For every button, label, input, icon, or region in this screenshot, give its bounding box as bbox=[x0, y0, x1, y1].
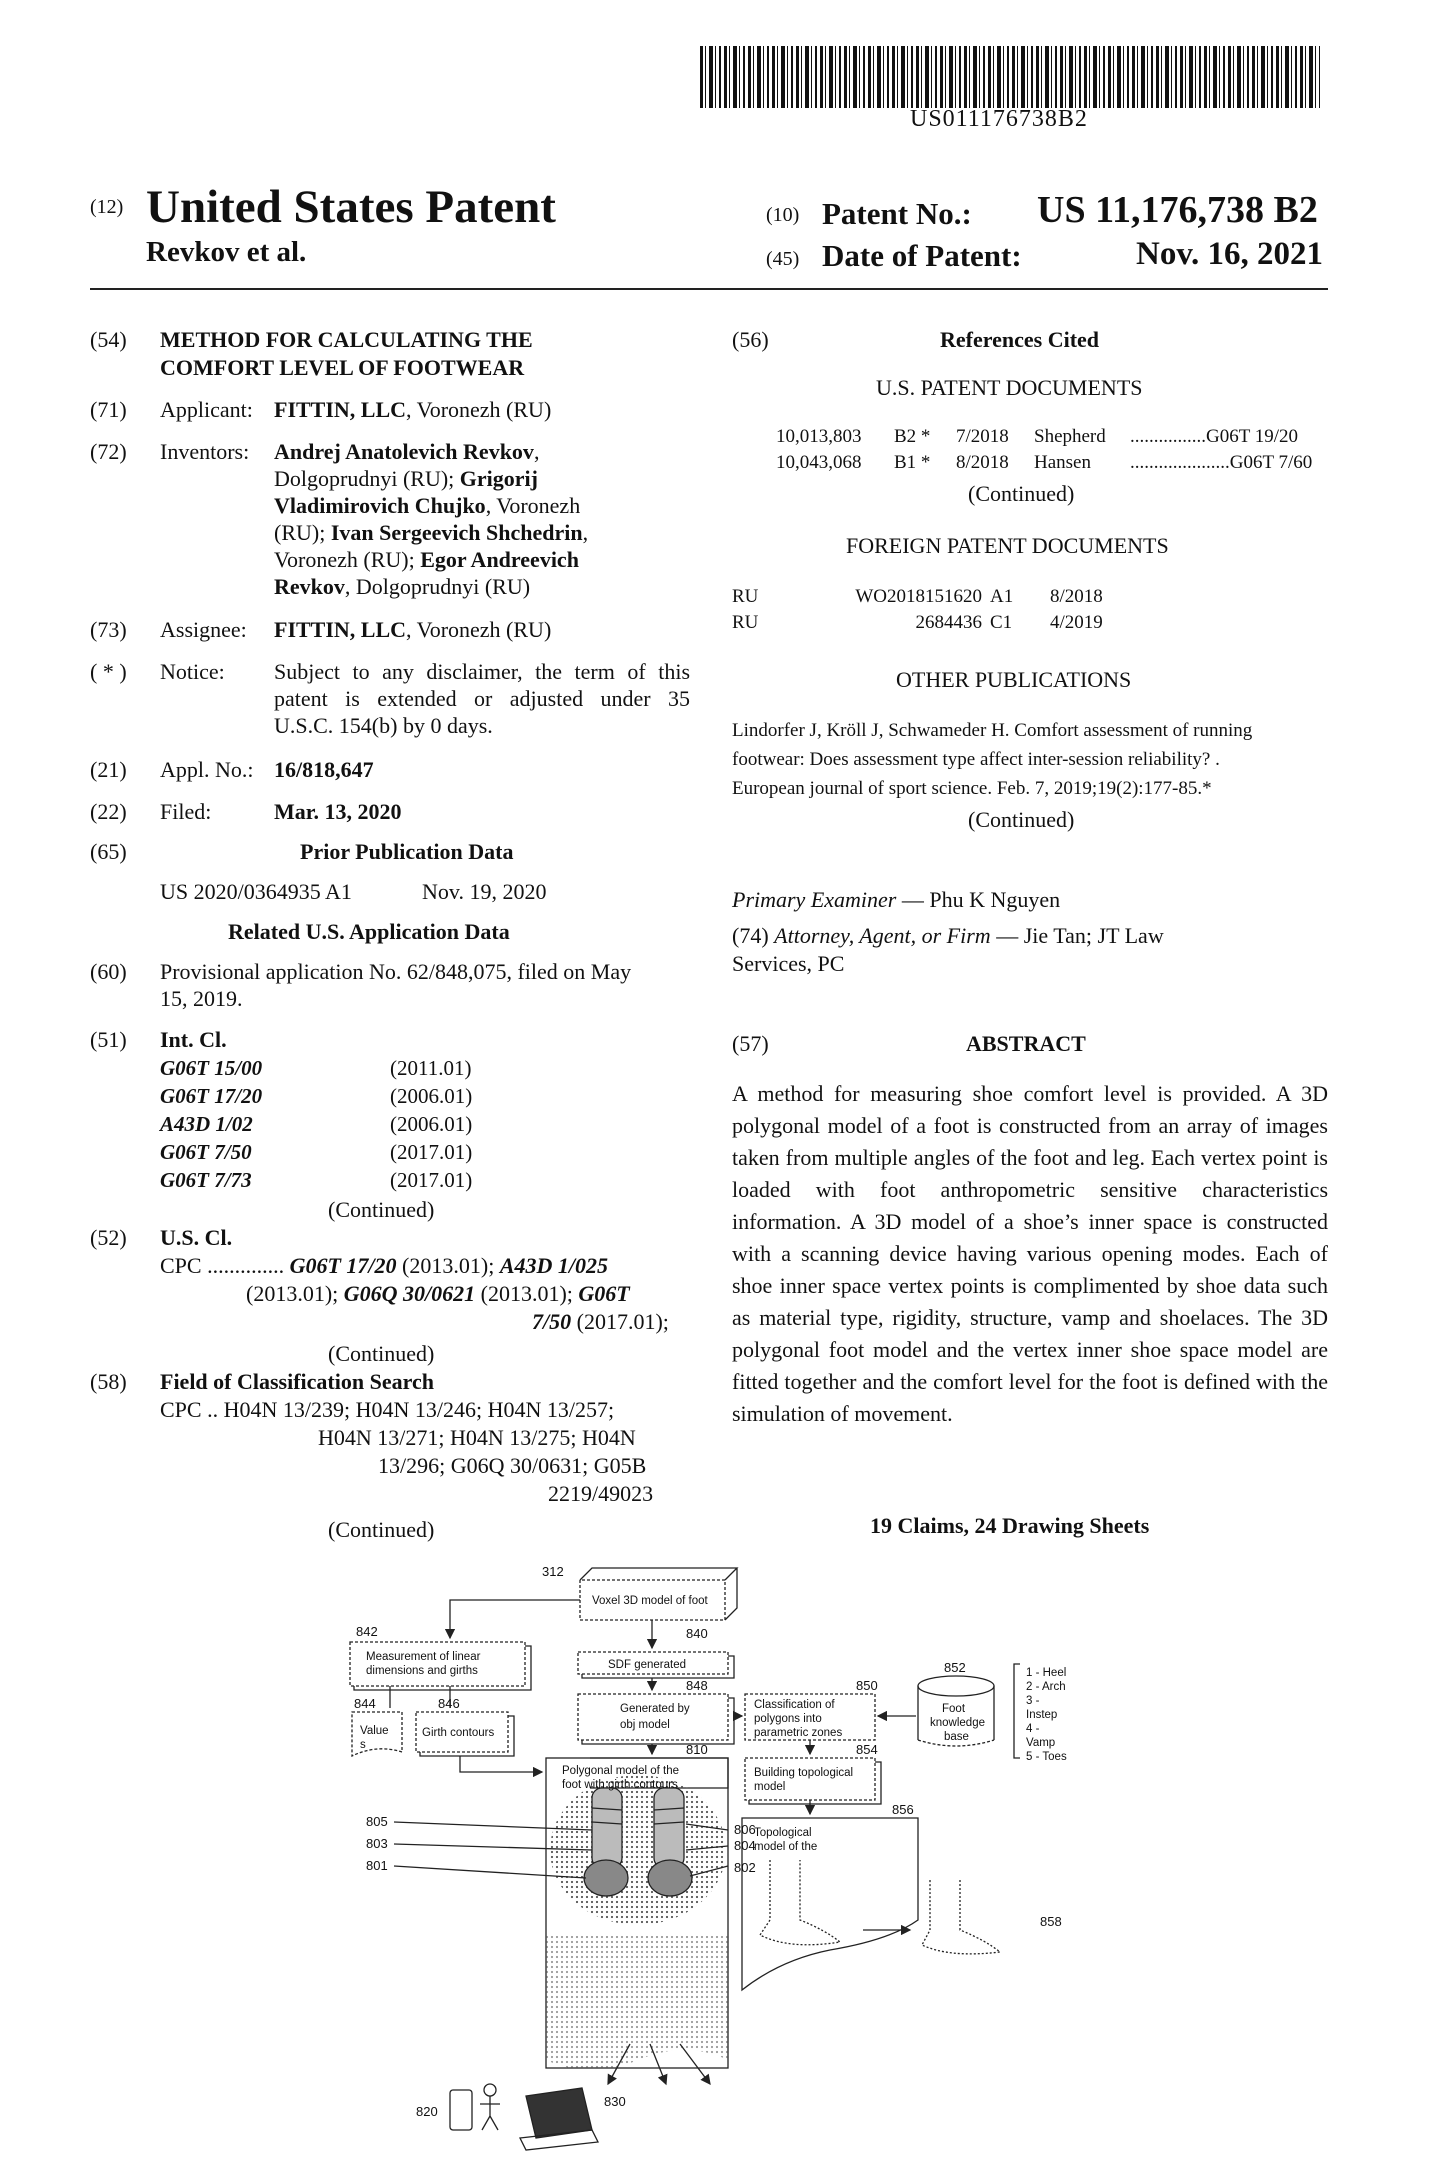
search-line-3: 13/296; G06Q 30/0631; G05B bbox=[378, 1453, 647, 1478]
ref-802: 802 bbox=[734, 1860, 756, 1875]
int-cl-date: (2017.01) bbox=[390, 1168, 473, 1192]
foreign-doc-num: 2684436 bbox=[915, 612, 982, 633]
ref-801: 801 bbox=[366, 1858, 388, 1873]
foreign-doc-kind: C1 bbox=[990, 612, 1013, 633]
ref-846: 846 bbox=[438, 1696, 460, 1711]
fig-zone-1: 1 - Heel bbox=[1026, 1667, 1067, 1679]
us-docs-heading: U.S. PATENT DOCUMENTS bbox=[876, 375, 1143, 400]
fig-kb-l2: knowledge bbox=[930, 1717, 985, 1729]
date-code: (45) bbox=[766, 248, 800, 270]
fig-kb-l3: base bbox=[944, 1731, 969, 1743]
ref-852: 852 bbox=[944, 1660, 966, 1675]
obj-box bbox=[578, 1694, 728, 1740]
int-cl-code: G06T 15/00 bbox=[160, 1056, 263, 1080]
barcode-number: US011176738B2 bbox=[910, 106, 1088, 132]
fig-zone-4b: Vamp bbox=[1026, 1737, 1056, 1749]
us-doc-cls: G06T 19/20 bbox=[1206, 426, 1299, 447]
foreign-doc-country: RU bbox=[732, 612, 759, 633]
attorney-line-2: Services, PC bbox=[732, 951, 845, 976]
field-56-code: (56) bbox=[732, 327, 769, 352]
primary-examiner: Primary Examiner — Phu K Nguyen bbox=[732, 887, 1061, 912]
provisional-application: Provisional application No. 62/848,075, filed on May 15, 2019. bbox=[160, 959, 632, 1011]
related-heading: Related U.S. Application Data bbox=[228, 919, 510, 944]
us-doc-num: 10,013,803 bbox=[776, 426, 862, 447]
fig-topological-l2: model of the bbox=[754, 1841, 818, 1853]
phone-icon bbox=[450, 2090, 472, 2130]
fig-kb-l1: Foot bbox=[942, 1703, 966, 1715]
int-cl-date: (2006.01) bbox=[390, 1084, 473, 1108]
field-58-code: (58) bbox=[90, 1369, 127, 1394]
ref-820: 820 bbox=[416, 2104, 438, 2119]
barcode bbox=[700, 46, 1320, 108]
fig-values-l1: Value bbox=[360, 1725, 389, 1737]
us-cl-line-3: 7/50 (2017.01); bbox=[532, 1309, 669, 1334]
prior-publication-heading: Prior Publication Data bbox=[300, 839, 514, 864]
person-icon bbox=[484, 2084, 496, 2096]
abstract-text: A method for measuring shoe comfort level is provided. A 3D polygonal model of a foot is constructed from an array of images taken from multiple angles of the foot and leg. Each vertex point is loaded with foot anthropometric sensitive characteristics information. A 3D model of a shoe’s inner space is constructed with a scanning device having various opening modes. Each of shoe inner space vertex points is complimented by shoe data such as material type, rigidity, structure, vamp and shoelaces. The 3D polygonal foot model and the vertex inner shoe space model are fitted together and the comfort level for the foot is defined with the simulation of movement. bbox=[732, 1081, 1328, 1426]
inventors-short: Revkov et al. bbox=[146, 236, 307, 268]
building-box bbox=[745, 1758, 875, 1800]
us-doc-kind: B1 * bbox=[894, 452, 931, 473]
us-doc-kind: B2 * bbox=[894, 426, 931, 447]
int-cl-code: G06T 7/73 bbox=[160, 1168, 252, 1192]
abstract-heading: ABSTRACT bbox=[966, 1031, 1086, 1056]
fig-sdf-label: SDF generated bbox=[608, 1659, 686, 1671]
applicant: FITTIN, LLC, Voronezh (RU) bbox=[274, 397, 552, 422]
foreign-doc-row bbox=[732, 584, 1140, 610]
patent-date: Nov. 16, 2021 bbox=[1136, 236, 1324, 272]
appl-no-label: Appl. No.: bbox=[160, 757, 254, 782]
ref-806: 806 bbox=[734, 1822, 756, 1837]
appl-no: 16/818,647 bbox=[274, 757, 374, 782]
prior-publication-number: US 2020/0364935 A1 bbox=[160, 879, 352, 904]
applicant-label: Applicant: bbox=[160, 397, 253, 422]
us-doc-row bbox=[776, 424, 1312, 450]
inventors-label: Inventors: bbox=[160, 439, 250, 464]
topological-foot-2 bbox=[922, 1880, 1000, 1954]
foreign-doc-row bbox=[732, 610, 1140, 636]
attorney-line-1: (74) Attorney, Agent, or Firm — Jie Tan; JT Law bbox=[732, 923, 1164, 948]
fig-building-l2: model bbox=[754, 1781, 786, 1793]
int-cl-row bbox=[160, 1082, 472, 1110]
us-doc-cls: G06T 7/60 bbox=[1229, 452, 1313, 473]
patent-title: United States Patent bbox=[146, 181, 556, 233]
search-line-4: 2219/49023 bbox=[548, 1481, 654, 1506]
representative-figure bbox=[330, 1560, 1090, 2160]
fig-zone-5: 5 - Toes bbox=[1026, 1751, 1067, 1763]
field-51-code: (51) bbox=[90, 1027, 127, 1052]
ref-840: 840 bbox=[686, 1626, 708, 1641]
ref-850: 850 bbox=[856, 1678, 878, 1693]
ref-803: 803 bbox=[366, 1836, 388, 1851]
other-publication: Lindorfer J, Kröll J, Schwameder H. Comfort assessment of running footwear: Does assessment type affect inter-session reliability? . European journal of sport science. Feb. 7, 2019;19(2):177-85.* bbox=[732, 720, 1253, 799]
ref-848: 848 bbox=[686, 1678, 708, 1693]
int-cl-row bbox=[160, 1138, 472, 1166]
us-doc-name: Shepherd bbox=[1034, 426, 1106, 447]
field-21-code: (21) bbox=[90, 757, 127, 782]
field-22-code: (22) bbox=[90, 799, 127, 824]
field-71-code: (71) bbox=[90, 397, 127, 422]
inventors-list: Andrej Anatolevich Revkov, Dolgoprudnyi (RU); Grigorij Vladimirovich Chujko, Voronezh (RU); Ivan Sergeevich Shchedrin, Voronezh (RU); Egor Andreevich Revkov, Dolgoprudnyi (RU) bbox=[274, 439, 589, 599]
int-cl-continued: (Continued) bbox=[328, 1197, 435, 1222]
us-doc-dots: ..................... bbox=[1130, 452, 1230, 473]
int-cl-date: (2017.01) bbox=[390, 1140, 473, 1164]
fig-topological-l1: Topological bbox=[754, 1827, 812, 1839]
int-cl-heading: Int. Cl. bbox=[160, 1027, 227, 1052]
field-60-code: (60) bbox=[90, 959, 127, 984]
us-cl-line-2: (2013.01); G06Q 30/0621 (2013.01); G06T bbox=[246, 1281, 630, 1306]
fig-zone-3: 3 - bbox=[1026, 1695, 1040, 1707]
fig-girth-label: Girth contours bbox=[422, 1727, 495, 1739]
foreign-doc-country: RU bbox=[732, 586, 759, 607]
foreign-docs-heading: FOREIGN PATENT DOCUMENTS bbox=[846, 533, 1169, 558]
foreign-doc-num: WO2018151620 bbox=[855, 586, 982, 607]
topological-foot-1 bbox=[760, 1860, 840, 1945]
notice-code: ( * ) bbox=[90, 659, 127, 684]
search-line-1: CPC .. H04N 13/239; H04N 13/246; H04N 13/257; bbox=[160, 1397, 615, 1422]
measurement-box bbox=[350, 1642, 525, 1686]
us-doc-date: 8/2018 bbox=[956, 452, 1009, 473]
other-publications-heading: OTHER PUBLICATIONS bbox=[896, 667, 1132, 692]
int-cl-row bbox=[160, 1054, 472, 1082]
foreign-doc-date: 8/2018 bbox=[1050, 586, 1103, 607]
field-72-code: (72) bbox=[90, 439, 127, 464]
us-cl-heading: U.S. Cl. bbox=[160, 1225, 233, 1250]
invention-title-line-1: METHOD FOR CALCULATING THE bbox=[160, 327, 533, 352]
us-docs-continued: (Continued) bbox=[968, 481, 1075, 506]
us-doc-row bbox=[776, 450, 1312, 476]
fig-classification-l3: parametric zones bbox=[754, 1727, 843, 1739]
us-doc-date: 7/2018 bbox=[956, 426, 1009, 447]
ref-312: 312 bbox=[542, 1564, 564, 1579]
int-cl-row bbox=[160, 1166, 472, 1194]
field-65-code: (65) bbox=[90, 839, 127, 864]
int-cl-code: G06T 17/20 bbox=[160, 1084, 263, 1108]
fig-classification-l1: Classification of bbox=[754, 1699, 835, 1711]
date-label: Date of Patent: bbox=[822, 238, 1022, 273]
fig-zone-4: 4 - bbox=[1026, 1723, 1040, 1735]
claims-sheets: 19 Claims, 24 Drawing Sheets bbox=[870, 1513, 1150, 1538]
int-cl-code: A43D 1/02 bbox=[160, 1112, 253, 1136]
prior-publication-date: Nov. 19, 2020 bbox=[422, 879, 547, 904]
fig-polygonal-l1: Polygonal model of the bbox=[562, 1765, 679, 1777]
int-cl-row bbox=[160, 1110, 472, 1138]
ref-830: 830 bbox=[604, 2094, 626, 2109]
fig-building-l1: Building topological bbox=[754, 1767, 854, 1779]
field-54-code: (54) bbox=[90, 327, 127, 352]
field-57-code: (57) bbox=[732, 1031, 769, 1056]
assignee: FITTIN, LLC, Voronezh (RU) bbox=[274, 617, 552, 642]
us-cl-line-1: CPC .............. G06T 17/20 (2013.01); A43D 1/025 bbox=[160, 1253, 608, 1278]
foreign-docs-list bbox=[732, 584, 1140, 636]
notice-text: Subject to any disclaimer, the term of this patent is extended or adjusted under 35 U.S.C. 154(b) by 0 days. bbox=[274, 659, 690, 738]
fig-polygonal-l2: foot with girth contours bbox=[562, 1779, 678, 1791]
search-continued: (Continued) bbox=[328, 1517, 435, 1542]
ref-842: 842 bbox=[356, 1624, 378, 1639]
fig-measurement-l1: Measurement of linear bbox=[366, 1651, 481, 1663]
patent-no-label: Patent No.: bbox=[822, 196, 972, 231]
kind-code-label: (12) bbox=[90, 196, 124, 218]
foreign-doc-kind: A1 bbox=[990, 586, 1014, 607]
us-docs-list bbox=[776, 424, 1312, 476]
int-cl-date: (2011.01) bbox=[390, 1056, 472, 1080]
fig-generated-l2: obj model bbox=[620, 1719, 670, 1731]
ref-844: 844 bbox=[354, 1696, 376, 1711]
search-line-2: H04N 13/271; H04N 13/275; H04N bbox=[318, 1425, 636, 1450]
ref-856: 856 bbox=[892, 1802, 914, 1817]
foreign-doc-date: 4/2019 bbox=[1050, 612, 1103, 633]
fig-classification-l2: polygons into bbox=[754, 1713, 822, 1725]
field-52-code: (52) bbox=[90, 1225, 127, 1250]
field-73-code: (73) bbox=[90, 617, 127, 642]
fig-zone-3b: Instep bbox=[1026, 1709, 1058, 1721]
header-divider bbox=[90, 288, 1328, 290]
notice-label: Notice: bbox=[160, 659, 225, 684]
fig-voxel-label: Voxel 3D model of foot bbox=[592, 1595, 708, 1607]
assignee-label: Assignee: bbox=[160, 617, 247, 642]
int-cl-date: (2006.01) bbox=[390, 1112, 473, 1136]
fig-measurement-l2: dimensions and girths bbox=[366, 1665, 478, 1677]
other-continued: (Continued) bbox=[968, 807, 1075, 832]
int-cl-code: G06T 7/50 bbox=[160, 1140, 252, 1164]
ref-854: 854 bbox=[856, 1742, 878, 1757]
field-of-search-heading: Field of Classification Search bbox=[160, 1369, 434, 1394]
int-cl-list bbox=[160, 1054, 472, 1194]
ref-804: 804 bbox=[734, 1838, 756, 1853]
ref-810: 810 bbox=[686, 1742, 708, 1757]
us-doc-num: 10,043,068 bbox=[776, 452, 862, 473]
invention-title-line-2: COMFORT LEVEL OF FOOTWEAR bbox=[160, 355, 525, 380]
patent-no-code: (10) bbox=[766, 204, 800, 226]
fig-values-l2: s bbox=[360, 1739, 366, 1751]
ref-805: 805 bbox=[366, 1814, 388, 1829]
us-doc-dots: ................ bbox=[1130, 426, 1206, 447]
filed-label: Filed: bbox=[160, 799, 212, 824]
references-heading: References Cited bbox=[940, 327, 1100, 352]
fig-zone-2: 2 - Arch bbox=[1026, 1681, 1066, 1693]
fig-generated-l1: Generated by bbox=[620, 1703, 690, 1715]
us-doc-name: Hansen bbox=[1034, 452, 1091, 473]
us-cl-continued: (Continued) bbox=[328, 1341, 435, 1366]
patent-number: US 11,176,738 B2 bbox=[1037, 189, 1318, 231]
knowledge-base-cylinder bbox=[918, 1676, 994, 1696]
filed-date: Mar. 13, 2020 bbox=[274, 799, 402, 824]
ref-858: 858 bbox=[1040, 1914, 1062, 1929]
